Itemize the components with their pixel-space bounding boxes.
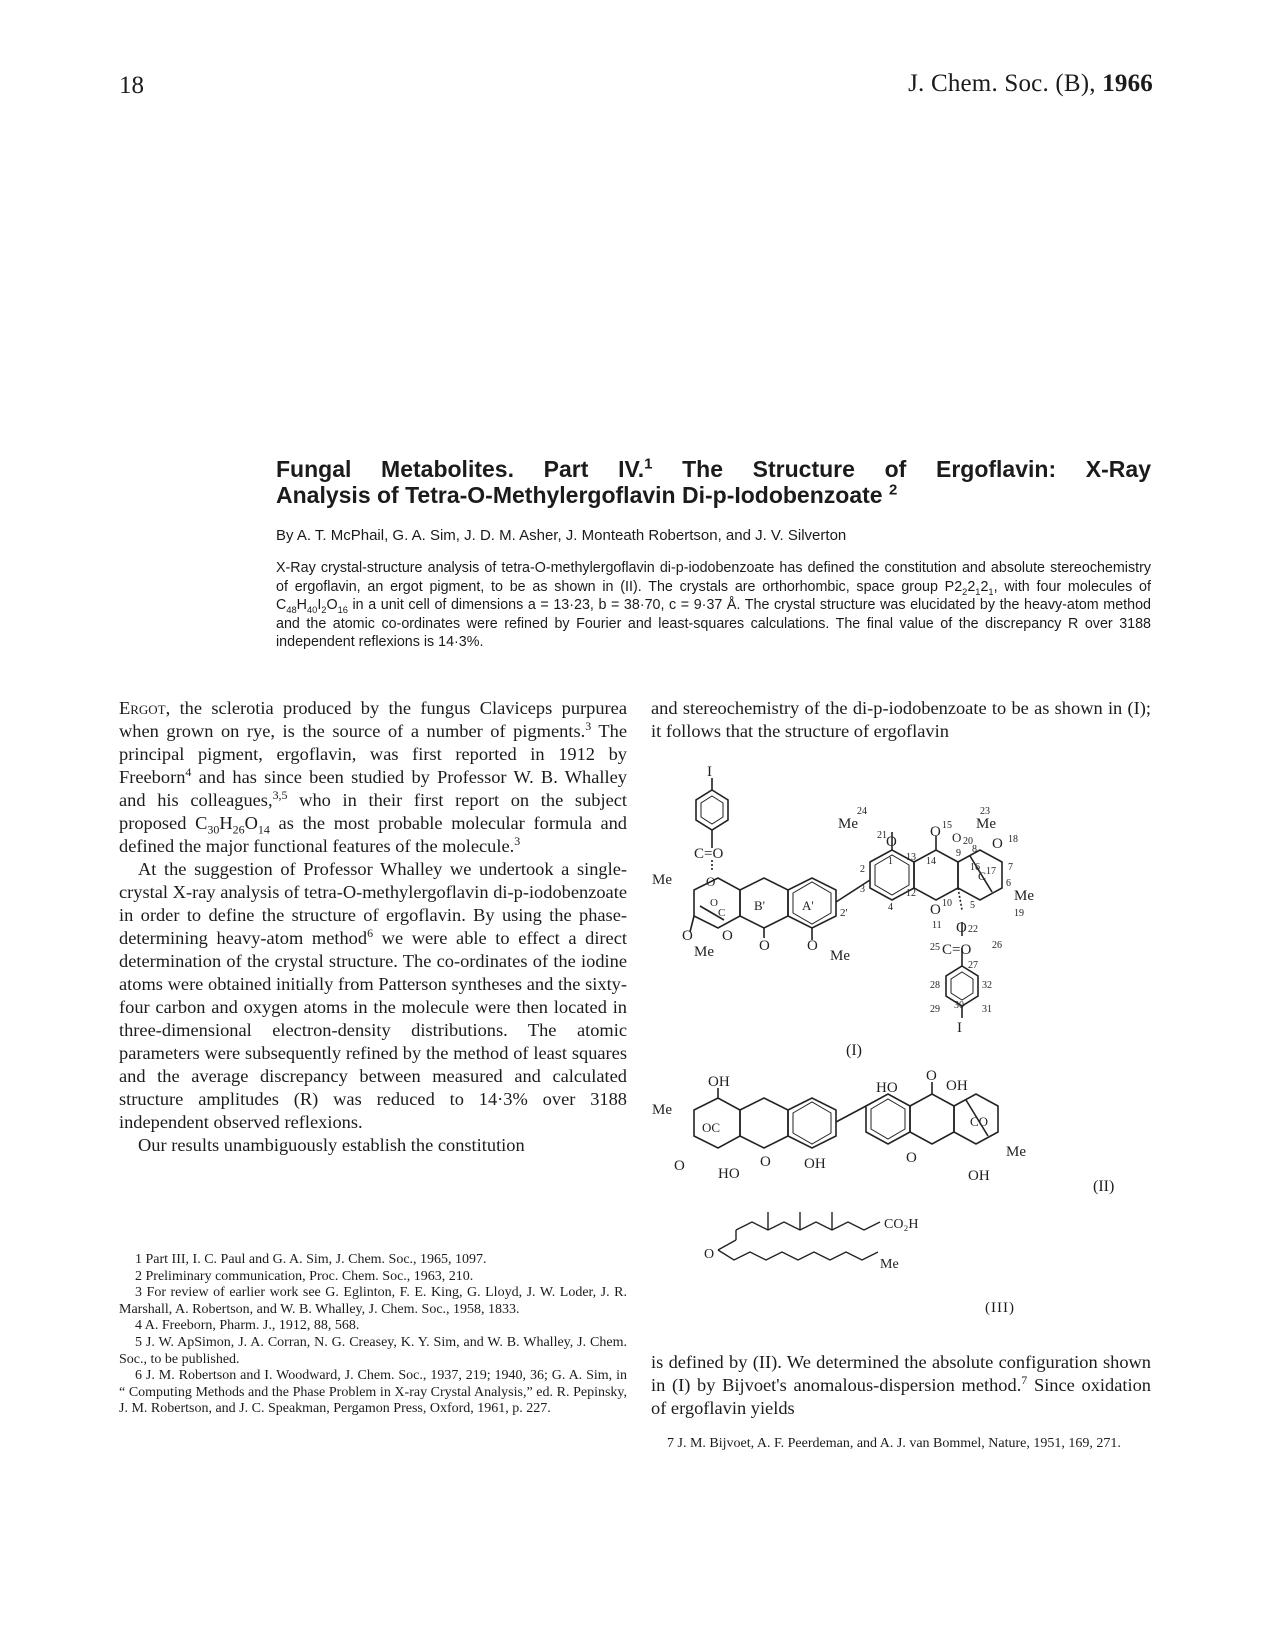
structure-III-labels (704, 1217, 918, 1272)
svg-text:A': A' (802, 898, 814, 913)
svg-text:16: 16 (970, 862, 980, 873)
svg-text:O: O (992, 836, 1003, 852)
footnote-5: 5 J. W. ApSimon, J. A. Corran, N. G. Creasey, K. Y. Sim, and W. B. Whalley, J. Chem. Soc., to be published. (119, 1334, 627, 1367)
structure-III (718, 1212, 880, 1260)
svg-text:I: I (957, 1020, 962, 1036)
svg-text:31: 31 (982, 1004, 992, 1015)
ring-pyranone (914, 850, 958, 900)
svg-text:27: 27 (968, 960, 978, 971)
paragraph-2: At the suggestion of Professor Whalley we undertook a single-crystal X-ray analysis of tetra-O-methylergoflavin di-p-iodobenzoate in order to define the structure of ergoflavin. By using the phase-determining heavy-atom method$^6$ we were able to effect a direct determination of the crystal structure. The co-ordinates of the iodine atoms were obtained initially from Patterson syntheses and the sixty-four carbon and oxygen atoms in the molecule were then located in three-dimensional electron-density distributions. The atomic parameters were subsequently refined by the method of least squares and the average discrepancy between measured and calculated structure amplitudes (R) was reduced to 14·3% over 3188 independent observed reflexions. (119, 859, 627, 1132)
svg-text:29: 29 (930, 1004, 940, 1015)
footnote-3: 3 For review of earlier work see G. Eglinton, F. E. King, G. Lloyd, J. W. Loder, J. R. Marshall, A. Robertson, and W. B. Whalley, J. Chem. Soc., 1958, 1833. (119, 1285, 627, 1317)
svg-text:21: 21 (877, 830, 887, 841)
svg-text:C=O: C=O (694, 846, 724, 862)
footnote-2: 2 Preliminary communication, Proc. Chem. Soc., 1963, 210. (135, 1268, 474, 1284)
svg-text:11: 11 (932, 920, 942, 931)
svg-text:O: O (807, 938, 818, 954)
svg-text:O: O (760, 1154, 771, 1170)
journal-header (908, 70, 1153, 98)
svg-text:26: 26 (992, 940, 1002, 951)
svg-text:O: O (926, 1068, 937, 1084)
svg-text:CO₂H: CO₂H (884, 1217, 919, 1232)
svg-text:1: 1 (888, 856, 893, 867)
footnote-1: 1 Part III, I. C. Paul and G. A. Sim, J. Chem. Soc., 1965, 1097. (135, 1252, 487, 1267)
svg-text:Me: Me (652, 872, 672, 888)
svg-text:23: 23 (980, 806, 990, 817)
svg-text:OH: OH (968, 1168, 990, 1184)
footnotes (119, 1252, 627, 1418)
svg-text:19: 19 (1014, 908, 1024, 919)
svg-text:O: O (710, 897, 718, 909)
svg-text:C: C (718, 907, 726, 919)
footnote-7: 7 J. M. Bijvoet, A. F. Peerdeman, and A. J. van Bommel, Nature, 1951, 169, 271. (667, 1436, 1121, 1451)
chemical-structures (652, 760, 1120, 1340)
svg-text:C: C (978, 869, 987, 883)
svg-text:3: 3 (860, 884, 865, 895)
svg-text:O: O (956, 920, 967, 936)
svg-text:30: 30 (954, 1000, 964, 1011)
svg-text:25: 25 (930, 942, 940, 953)
svg-text:5: 5 (970, 900, 975, 911)
svg-text:OC: OC (702, 1120, 721, 1135)
svg-text:HO: HO (718, 1166, 740, 1182)
svg-text:O: O (886, 834, 897, 850)
body-right-after: is defined by (II). We determined the absolute configuration shown in (I) by Bijvoet's anomalous-dispersion method.$^7$ Since oxidation of ergoflavin yields (651, 1352, 1151, 1418)
svg-text:12: 12 (906, 888, 916, 899)
svg-text:O: O (759, 938, 770, 954)
structure-label-III: (III) (985, 1300, 1015, 1316)
structure-I-labels (652, 764, 1034, 1036)
journal-name: J. Chem. Soc. (B), (908, 70, 1096, 97)
svg-text:Me: Me (1014, 888, 1034, 904)
svg-text:Me: Me (880, 1257, 899, 1272)
structure-I (690, 778, 1002, 1018)
svg-text:O: O (952, 830, 962, 845)
paragraph-1: Ergot, the sclerotia produced by the fungus Claviceps purpurea when grown on rye, is the source of a number of pigments.$^3$ The principal pigment, ergoflavin, was first reported in 1912 by Freeborn$^4$ and has since been studied by Professor W. B. Whalley and his colleagues,$^{3,5}$ who in their first report on the subject proposed $C_{30}H_{26}O_{14}$ as the most probable molecular formula and defined the major functional features of the molecule.$^3$ (119, 698, 628, 856)
svg-text:28: 28 (930, 980, 940, 991)
svg-text:Me: Me (976, 816, 996, 832)
page-number: 18 (119, 72, 144, 99)
svg-text:Me: Me (838, 816, 858, 832)
svg-text:B': B' (754, 898, 766, 913)
svg-text:O: O (930, 902, 941, 918)
svg-text:18: 18 (1008, 834, 1018, 845)
svg-text:Me: Me (694, 944, 714, 960)
paragraph-3: Our results unambiguously establish the constitution (138, 1135, 525, 1155)
svg-text:O: O (706, 874, 716, 889)
svg-text:6: 6 (1006, 878, 1011, 889)
svg-text:C=O: C=O (942, 942, 972, 958)
svg-text:O: O (704, 1247, 715, 1262)
footnote-4: 4 A. Freeborn, Pharm. J., 1912, 88, 568. (135, 1318, 360, 1334)
svg-text:OH: OH (946, 1078, 968, 1094)
svg-text:2': 2' (840, 907, 848, 919)
svg-text:10: 10 (942, 898, 952, 909)
body-left-column (119, 697, 627, 1157)
svg-text:9: 9 (956, 848, 961, 859)
abstract: X-Ray crystal-structure analysis of tetra-O-methylergoflavin di-p-iodobenzoate has defined the constitution and absolute stereochemistry of ergoflavin, an ergot pigment, to be as shown in (II). The crystals are orthorhombic, space group $P2_22_12_1$, with four molecules of $C_{48}H_{40}I_2O_{16}$ in a unit cell of dimensions a = 13·23, b = 38·70, c = 9·37 Å. The crystal structure was elucidated by the heavy-atom method and the atomic co-ordinates were refined by Fourier and least-squares calculations. The final value of the discrepancy R over 3188 independent reflexions is 14·3%. (276, 560, 1151, 651)
structure-label-I: (I) (846, 1042, 862, 1059)
svg-text:O: O (674, 1158, 685, 1174)
svg-text:Me: Me (830, 948, 850, 964)
authors: By A. T. McPhail, G. A. Sim, J. D. M. Asher, J. Monteath Robertson, and J. V. Silverton (276, 527, 847, 544)
svg-text:32: 32 (982, 980, 992, 991)
svg-text:22: 22 (968, 924, 978, 935)
svg-text:O: O (930, 824, 941, 840)
article-title: Fungal Metabolites. Part IV.$^1$ The Structure of Ergoflavin: X-Ray (276, 455, 1151, 482)
svg-text:OH: OH (708, 1074, 730, 1090)
svg-text:15: 15 (942, 820, 952, 831)
body-right-intro: and stereochemistry of the di-p-iodobenzoate to be as shown in (I); it follows that the structure of ergoflavin (651, 698, 1151, 741)
svg-text:17: 17 (986, 866, 996, 877)
article-title-line2: Analysis of Tetra-O-Methylergoflavin Di-p-Iodobenzoate $^2$ (276, 481, 898, 508)
svg-text:7: 7 (1008, 862, 1013, 873)
svg-text:2: 2 (860, 864, 865, 875)
svg-text:24: 24 (857, 806, 867, 817)
svg-text:HO: HO (876, 1080, 898, 1096)
svg-text:20: 20 (963, 836, 973, 847)
svg-text:OH: OH (804, 1156, 826, 1172)
svg-text:4: 4 (888, 902, 893, 913)
svg-text:14: 14 (926, 856, 936, 867)
svg-text:CO: CO (970, 1114, 989, 1129)
svg-text:8: 8 (972, 844, 977, 855)
svg-text:O: O (682, 928, 693, 944)
svg-text:Me: Me (652, 1102, 672, 1118)
svg-text:I: I (707, 764, 712, 780)
svg-text:13: 13 (906, 852, 916, 863)
svg-text:O: O (906, 1150, 917, 1166)
journal-year: 1966 (1102, 70, 1153, 97)
svg-text:Me: Me (1006, 1144, 1026, 1160)
footnote-6: 6 J. M. Robertson and I. Woodward, J. Chem. Soc., 1937, 219; 1940, 36; G. A. Sim, in “ Computing Methods and the Phase Problem in X-ray Crystal Analysis,” ed. R. Pepinsky, J. M. Robertson, and J. C. Speakman, Pergamon Press, Oxford, 1961, p. 227. (119, 1368, 627, 1417)
structure-label-II: (II) (1093, 1178, 1115, 1195)
svg-text:O: O (722, 928, 733, 944)
structure-II-labels (652, 1068, 1026, 1184)
